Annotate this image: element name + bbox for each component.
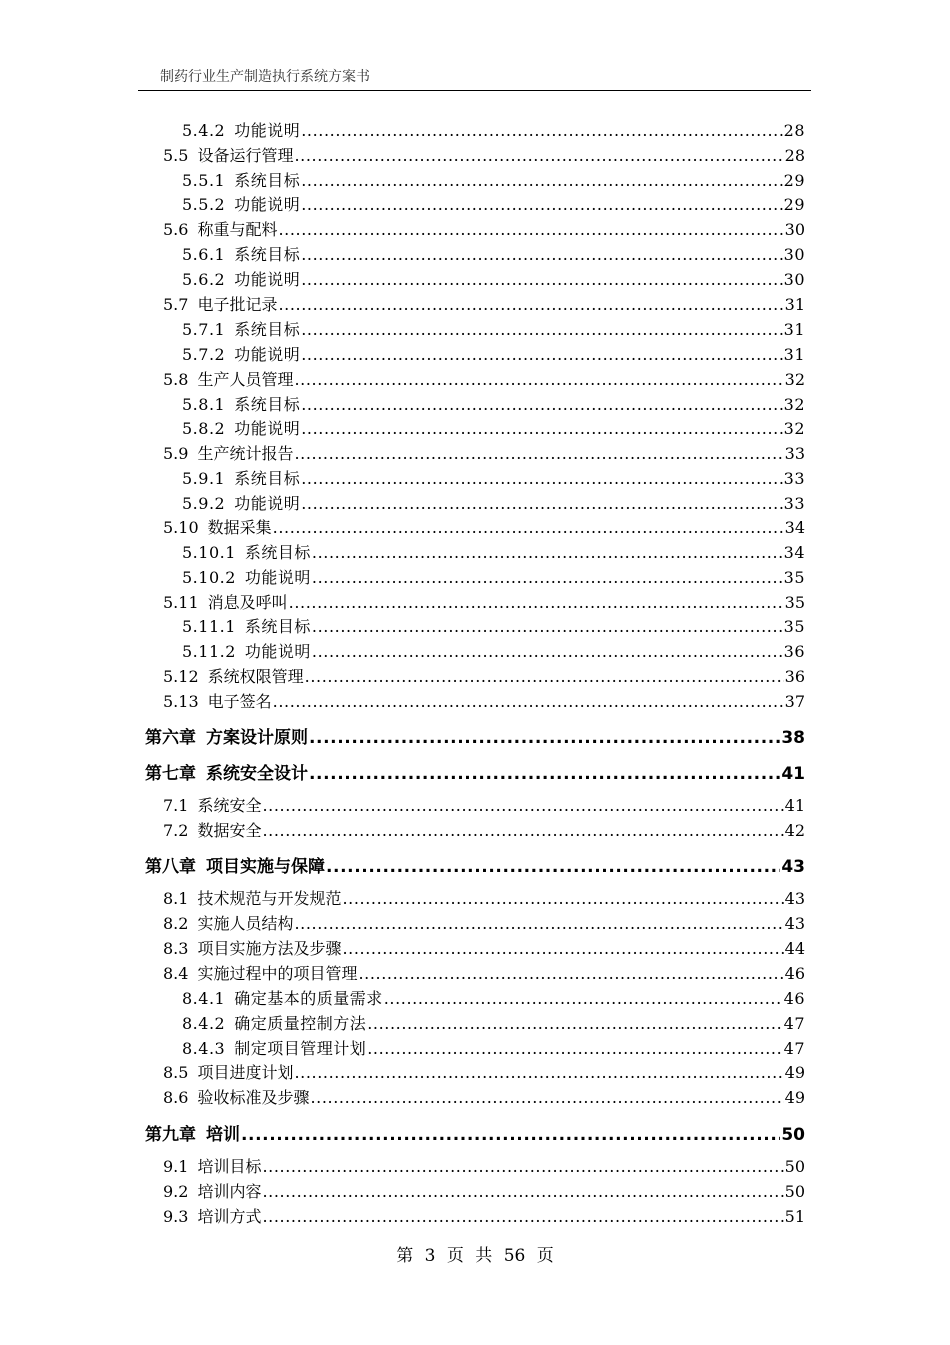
toc-entry[interactable] bbox=[182, 168, 805, 191]
toc-entry[interactable] bbox=[163, 961, 805, 984]
toc-entry[interactable] bbox=[182, 192, 805, 215]
dot-leader bbox=[301, 320, 782, 339]
toc-entry[interactable] bbox=[163, 367, 805, 390]
dot-leader bbox=[342, 939, 783, 958]
toc-entry-page: 35 bbox=[783, 568, 805, 587]
toc-entry[interactable] bbox=[163, 793, 805, 816]
toc-entry[interactable] bbox=[182, 242, 805, 265]
toc-entry[interactable] bbox=[182, 614, 805, 637]
toc-entry-title: 方案设计原则 bbox=[206, 728, 308, 748]
toc-entry[interactable] bbox=[163, 936, 805, 959]
toc-entry[interactable] bbox=[182, 118, 805, 141]
toc-entry[interactable] bbox=[182, 1011, 805, 1034]
toc-entry-title: 培训 bbox=[206, 1125, 240, 1145]
dot-leader bbox=[312, 543, 783, 562]
toc-entry-number: 5.10.2 bbox=[182, 568, 236, 587]
dot-leader bbox=[289, 593, 784, 612]
toc-entry[interactable] bbox=[182, 639, 805, 662]
dot-leader bbox=[367, 1039, 782, 1058]
toc-entry[interactable] bbox=[163, 292, 805, 315]
toc-entry-title: 确定质量控制方法 bbox=[234, 1014, 367, 1033]
dot-leader bbox=[294, 914, 783, 933]
toc-entry-number: 7.2 bbox=[163, 821, 189, 840]
toc-entry[interactable] bbox=[163, 911, 805, 934]
toc-entry-number: 第八章 bbox=[145, 857, 196, 877]
toc-entry-number: 7.1 bbox=[163, 796, 189, 815]
toc-entry[interactable] bbox=[163, 1204, 805, 1227]
toc-entry-number: 5.7.2 bbox=[182, 345, 226, 364]
toc-entry-number: 8.5 bbox=[163, 1063, 189, 1082]
toc-entry-title: 功能说明 bbox=[234, 494, 301, 513]
toc-entry-number: 9.3 bbox=[163, 1207, 189, 1226]
toc-entry-number: 5.8.1 bbox=[182, 395, 226, 414]
toc-entry-number: 5.11.2 bbox=[182, 642, 236, 661]
toc-entry-number: 8.1 bbox=[163, 889, 189, 908]
toc-entry-title: 培训内容 bbox=[197, 1182, 262, 1201]
toc-entry-title: 系统目标 bbox=[234, 320, 301, 339]
toc-entry-number: 5.11.1 bbox=[182, 617, 236, 636]
toc-entry-page: 47 bbox=[783, 1039, 805, 1058]
toc-entry-page: 33 bbox=[783, 469, 805, 488]
toc-entry-number: 5.5.2 bbox=[182, 195, 226, 214]
toc-entry-page: 34 bbox=[784, 518, 805, 537]
dot-leader bbox=[301, 270, 782, 289]
toc-entry-number: 5.10 bbox=[163, 518, 199, 537]
toc-entry-title: 电子批记录 bbox=[197, 295, 278, 314]
toc-entry-title: 项目进度计划 bbox=[197, 1063, 294, 1082]
toc-entry-page: 32 bbox=[784, 370, 805, 389]
toc-entry-number: 5.12 bbox=[163, 667, 199, 686]
dot-leader bbox=[294, 444, 783, 463]
dot-leader bbox=[312, 617, 783, 636]
toc-entry[interactable] bbox=[182, 540, 805, 563]
toc-entry-title: 生产统计报告 bbox=[197, 444, 294, 463]
toc-entry-title: 系统安全设计 bbox=[206, 764, 308, 784]
toc-entry[interactable] bbox=[163, 590, 805, 613]
dot-leader bbox=[301, 121, 782, 140]
toc-entry-title: 系统目标 bbox=[234, 395, 301, 414]
toc-entry-number: 5.9 bbox=[163, 444, 189, 463]
toc-entry-page: 31 bbox=[784, 295, 805, 314]
toc-entry[interactable] bbox=[163, 818, 805, 841]
toc-entry-title: 系统目标 bbox=[244, 543, 311, 562]
toc-entry[interactable] bbox=[163, 515, 805, 538]
toc-entry-title: 数据采集 bbox=[207, 518, 272, 537]
toc-entry-title: 培训目标 bbox=[197, 1157, 262, 1176]
dot-leader bbox=[342, 889, 783, 908]
toc-entry-page: 49 bbox=[784, 1063, 805, 1082]
toc-chapter-entry[interactable] bbox=[145, 1120, 805, 1145]
dot-leader bbox=[301, 395, 782, 414]
toc-entry-number: 5.10.1 bbox=[182, 543, 236, 562]
toc-entry[interactable] bbox=[182, 416, 805, 439]
toc-entry-page: 28 bbox=[783, 121, 805, 140]
toc-entry[interactable] bbox=[182, 1036, 805, 1059]
dot-leader bbox=[294, 1063, 783, 1082]
toc-entry-page: 46 bbox=[783, 989, 805, 1008]
toc-entry[interactable] bbox=[182, 466, 805, 489]
toc-entry-number: 第六章 bbox=[145, 728, 196, 748]
dot-leader bbox=[301, 469, 782, 488]
toc-entry-number: 5.13 bbox=[163, 692, 199, 711]
toc-entry-page: 31 bbox=[783, 345, 805, 364]
toc-entry-number: 8.2 bbox=[163, 914, 189, 933]
toc-entry-page: 34 bbox=[783, 543, 805, 562]
dot-leader bbox=[301, 195, 782, 214]
toc-entry-number: 5.6.1 bbox=[182, 245, 226, 264]
toc-entry-title: 技术规范与开发规范 bbox=[197, 889, 342, 908]
toc-entry-page: 32 bbox=[783, 419, 805, 438]
toc-entry-page: 50 bbox=[784, 1182, 805, 1201]
toc-entry-page: 29 bbox=[783, 171, 805, 190]
dot-leader bbox=[262, 796, 783, 815]
toc-entry-page: 41 bbox=[784, 796, 805, 815]
toc-entry-page: 35 bbox=[783, 617, 805, 636]
toc-entry[interactable] bbox=[163, 886, 805, 909]
toc-entry-title: 系统目标 bbox=[234, 171, 301, 190]
toc-entry[interactable] bbox=[182, 986, 805, 1009]
toc-entry-number: 9.1 bbox=[163, 1157, 189, 1176]
dot-leader bbox=[294, 370, 783, 389]
toc-entry-title: 确定基本的质量需求 bbox=[234, 989, 383, 1008]
toc-entry-number: 第九章 bbox=[145, 1125, 196, 1145]
toc-entry-page: 30 bbox=[783, 245, 805, 264]
dot-leader bbox=[262, 1157, 783, 1176]
toc-entry-title: 功能说明 bbox=[234, 419, 301, 438]
toc-entry-number: 5.4.2 bbox=[182, 121, 226, 140]
toc-entry-page: 31 bbox=[783, 320, 805, 339]
toc-chapter-entry[interactable] bbox=[145, 723, 805, 748]
dot-leader bbox=[278, 295, 783, 314]
dot-leader bbox=[309, 764, 780, 784]
toc-entry-page: 36 bbox=[784, 667, 805, 686]
toc-entry-page: 43 bbox=[784, 914, 805, 933]
toc-entry-number: 5.6.2 bbox=[182, 270, 226, 289]
toc-entry-title: 功能说明 bbox=[244, 642, 311, 661]
toc-entry-title: 制定项目管理计划 bbox=[234, 1039, 367, 1058]
toc-entry-page: 38 bbox=[781, 728, 805, 748]
toc-entry-title: 培训方式 bbox=[197, 1207, 262, 1226]
toc-entry-page: 51 bbox=[784, 1207, 805, 1226]
toc-entry-page: 44 bbox=[784, 939, 805, 958]
toc-entry-page: 42 bbox=[784, 821, 805, 840]
toc-entry-page: 50 bbox=[784, 1157, 805, 1176]
toc-entry[interactable] bbox=[163, 143, 805, 166]
toc-entry-page: 32 bbox=[783, 395, 805, 414]
dot-leader bbox=[241, 1125, 780, 1145]
dot-leader bbox=[367, 1014, 782, 1033]
dot-leader bbox=[262, 1182, 783, 1201]
dot-leader bbox=[262, 1207, 783, 1226]
toc-entry[interactable] bbox=[163, 664, 805, 687]
toc-entry-title: 功能说明 bbox=[234, 345, 301, 364]
toc-entry-number: 5.8.2 bbox=[182, 419, 226, 438]
toc-entry-title: 项目实施与保障 bbox=[206, 857, 325, 877]
toc-entry[interactable] bbox=[163, 217, 805, 240]
toc-entry[interactable] bbox=[163, 441, 805, 464]
toc-entry-page: 30 bbox=[783, 270, 805, 289]
toc-entry-page: 49 bbox=[784, 1088, 805, 1107]
dot-leader bbox=[312, 568, 783, 587]
toc-chapter-entry[interactable] bbox=[145, 852, 805, 877]
dot-leader bbox=[301, 171, 782, 190]
toc-entry-number: 8.4 bbox=[163, 964, 189, 983]
dot-leader bbox=[310, 1088, 783, 1107]
toc-entry[interactable] bbox=[182, 392, 805, 415]
dot-leader bbox=[301, 245, 782, 264]
toc-entry-page: 29 bbox=[783, 195, 805, 214]
toc-entry-title: 系统目标 bbox=[234, 245, 301, 264]
toc-entry-title: 功能说明 bbox=[244, 568, 311, 587]
toc-entry-number: 5.6 bbox=[163, 220, 189, 239]
toc-entry-page: 43 bbox=[784, 889, 805, 908]
toc-entry-number: 8.4.3 bbox=[182, 1039, 226, 1058]
toc-entry[interactable] bbox=[163, 689, 805, 712]
toc-entry[interactable] bbox=[163, 1085, 805, 1108]
toc-entry[interactable] bbox=[182, 267, 805, 290]
toc-entry-number: 5.9.1 bbox=[182, 469, 226, 488]
toc-entry-number: 8.4.2 bbox=[182, 1014, 226, 1033]
toc-entry-number: 8.3 bbox=[163, 939, 189, 958]
toc-entry-number: 第七章 bbox=[145, 764, 196, 784]
toc-entry-number: 5.8 bbox=[163, 370, 189, 389]
toc-entry-title: 设备运行管理 bbox=[197, 146, 294, 165]
running-header: 制药行业生产制造执行系统方案书 bbox=[160, 69, 370, 85]
dot-leader bbox=[294, 146, 783, 165]
toc-entry-title: 消息及呼叫 bbox=[207, 593, 288, 612]
dot-leader bbox=[384, 989, 783, 1008]
dot-leader bbox=[309, 728, 780, 748]
dot-leader bbox=[273, 692, 784, 711]
toc-entry[interactable] bbox=[182, 317, 805, 340]
toc-entry-page: 33 bbox=[783, 494, 805, 513]
dot-leader bbox=[326, 857, 780, 877]
toc-entry-number: 8.4.1 bbox=[182, 989, 226, 1008]
toc-entry-title: 功能说明 bbox=[234, 270, 301, 289]
toc-entry-number: 9.2 bbox=[163, 1182, 189, 1201]
toc-entry-page: 28 bbox=[784, 146, 805, 165]
dot-leader bbox=[301, 419, 782, 438]
toc-entry-title: 功能说明 bbox=[234, 121, 301, 140]
page-footer: 第 3 页 共 56 页 bbox=[396, 1246, 554, 1266]
toc-entry-number: 5.11 bbox=[163, 593, 199, 612]
toc-entry-page: 35 bbox=[784, 593, 805, 612]
toc-entry-title: 生产人员管理 bbox=[197, 370, 294, 389]
toc-entry[interactable] bbox=[182, 342, 805, 365]
dot-leader bbox=[273, 518, 784, 537]
toc-chapter-entry[interactable] bbox=[145, 759, 805, 784]
toc-entry-number: 5.7.1 bbox=[182, 320, 226, 339]
toc-entry-page: 37 bbox=[784, 692, 805, 711]
toc-entry-title: 验收标准及步骤 bbox=[197, 1088, 310, 1107]
toc-entry[interactable] bbox=[182, 565, 805, 588]
dot-leader bbox=[358, 964, 783, 983]
toc-entry[interactable] bbox=[163, 1060, 805, 1083]
dot-leader bbox=[301, 494, 782, 513]
dot-leader bbox=[301, 345, 782, 364]
toc-entry-title: 电子签名 bbox=[207, 692, 272, 711]
toc-entry[interactable] bbox=[182, 491, 805, 514]
toc-entry-title: 称重与配料 bbox=[197, 220, 278, 239]
toc-entry-page: 43 bbox=[781, 857, 805, 877]
toc-entry-title: 系统安全 bbox=[197, 796, 262, 815]
toc-entry-number: 5.5 bbox=[163, 146, 189, 165]
toc-entry-number: 5.9.2 bbox=[182, 494, 226, 513]
dot-leader bbox=[278, 220, 783, 239]
toc-entry-page: 46 bbox=[784, 964, 805, 983]
toc-entry-number: 8.6 bbox=[163, 1088, 189, 1107]
toc-entry-number: 5.5.1 bbox=[182, 171, 226, 190]
toc-entry-title: 数据安全 bbox=[197, 821, 262, 840]
toc-entry-page: 33 bbox=[784, 444, 805, 463]
toc-entry[interactable] bbox=[163, 1154, 805, 1177]
toc-entry-title: 系统目标 bbox=[234, 469, 301, 488]
dot-leader bbox=[262, 821, 783, 840]
toc-entry-page: 30 bbox=[784, 220, 805, 239]
toc-entry-number: 5.7 bbox=[163, 295, 189, 314]
toc-entry-title: 系统权限管理 bbox=[207, 667, 304, 686]
toc-entry-page: 41 bbox=[781, 764, 805, 784]
toc-entry-title: 功能说明 bbox=[234, 195, 301, 214]
toc-entry-page: 36 bbox=[783, 642, 805, 661]
toc-entry-page: 47 bbox=[783, 1014, 805, 1033]
dot-leader bbox=[312, 642, 783, 661]
toc-entry-title: 实施人员结构 bbox=[197, 914, 294, 933]
toc-entry-page: 50 bbox=[781, 1125, 805, 1145]
toc-entry[interactable] bbox=[163, 1179, 805, 1202]
toc-entry-title: 项目实施方法及步骤 bbox=[197, 939, 342, 958]
toc-entry-title: 实施过程中的项目管理 bbox=[197, 964, 358, 983]
dot-leader bbox=[305, 667, 784, 686]
toc-entry-title: 系统目标 bbox=[244, 617, 311, 636]
